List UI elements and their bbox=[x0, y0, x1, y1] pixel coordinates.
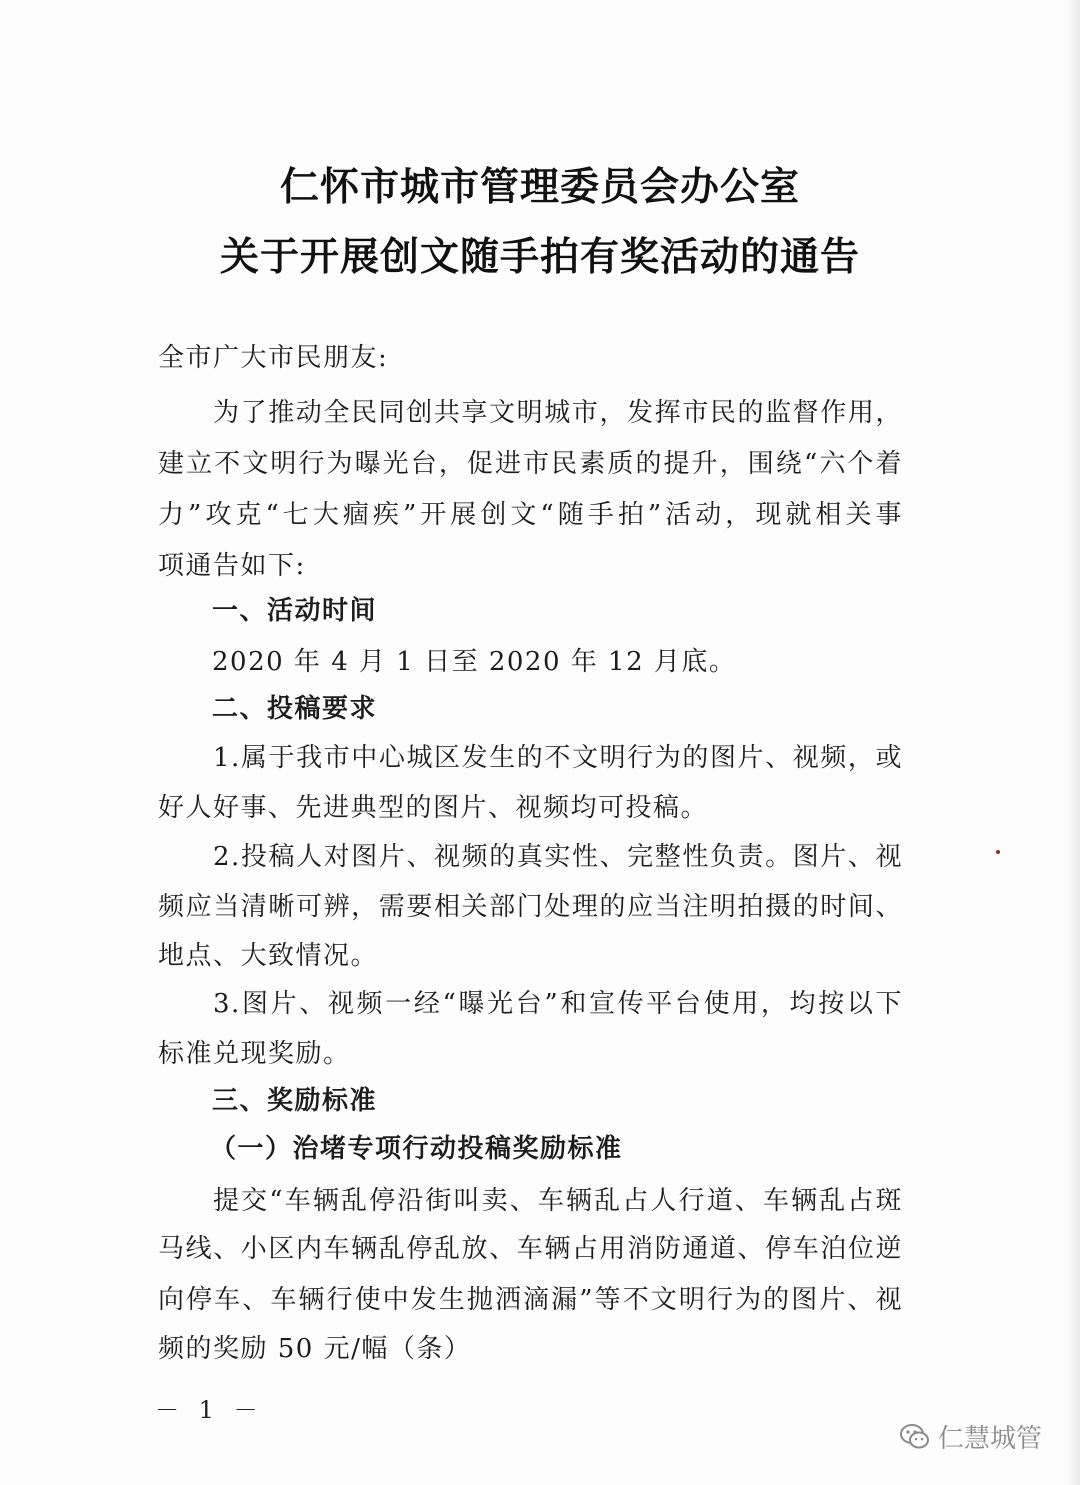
intro-line: 建立不文明行为曝光台，促进市民素质的提升，围绕“六个着 bbox=[158, 449, 903, 479]
requirement-2-line: 2.投稿人对图片、视频的真实性、完整性负责。图片、视 bbox=[213, 842, 903, 872]
requirement-3-line: 3.图片、视频一经“曝光台”和宣传平台使用，均按以下 bbox=[213, 989, 903, 1019]
page-edge-shadow bbox=[1066, 0, 1080, 1485]
requirement-1-line: 1.属于我市中心城区发生的不文明行为的图片、视频，或 bbox=[213, 743, 903, 773]
reward-text-line: 马线、小区内车辆乱停乱放、车辆占用消防通道、停车泊位逆 bbox=[158, 1234, 903, 1264]
activity-period: 2020 年 4 月 1 日至 2020 年 12 月底。 bbox=[212, 647, 737, 677]
section-heading-requirements: 二、投稿要求 bbox=[212, 694, 378, 724]
scan-speck bbox=[996, 850, 1000, 854]
page-number: － 1 － bbox=[155, 1396, 264, 1424]
reward-text-line: 向停车、车辆行使中发生抛洒滴漏”等不文明行为的图片、视 bbox=[158, 1285, 903, 1315]
salutation: 全市广大市民朋友: bbox=[158, 343, 389, 373]
section-heading-time: 一、活动时间 bbox=[212, 596, 378, 626]
title-line-1: 仁怀市城市管理委员会办公室 bbox=[279, 165, 800, 210]
intro-line: 力”攻克“七大痼疾”开展创文“随手拍”活动，现就相关事 bbox=[158, 500, 903, 530]
title-line-2: 关于开展创文随手拍有奖活动的通告 bbox=[219, 235, 860, 280]
watermark-text: 仁慧城管 bbox=[938, 1424, 1043, 1454]
intro-line: 项通告如下: bbox=[158, 551, 306, 581]
reward-text-line: 频的奖励 50 元/幅（条） bbox=[158, 1334, 472, 1364]
subsection-heading: （一）治堵专项行动投稿奖励标准 bbox=[210, 1134, 623, 1164]
requirement-2-line: 频应当清晰可辨，需要相关部门处理的应当注明拍摄的时间、 bbox=[158, 892, 903, 922]
requirement-1-line: 好人好事、先进典型的图片、视频均可投稿。 bbox=[158, 793, 709, 823]
section-heading-rewards: 三、奖励标准 bbox=[212, 1086, 378, 1116]
requirement-2-line: 地点、大致情况。 bbox=[158, 941, 379, 971]
wechat-icon bbox=[898, 1420, 932, 1454]
watermark bbox=[898, 1418, 1042, 1455]
intro-line: 为了推动全民同创共享文明城市，发挥市民的监督作用， bbox=[213, 398, 903, 428]
requirement-3-line: 标准兑现奖励。 bbox=[158, 1039, 351, 1069]
reward-text-line: 提交“车辆乱停沿街叫卖、车辆乱占人行道、车辆乱占斑 bbox=[213, 1186, 903, 1216]
